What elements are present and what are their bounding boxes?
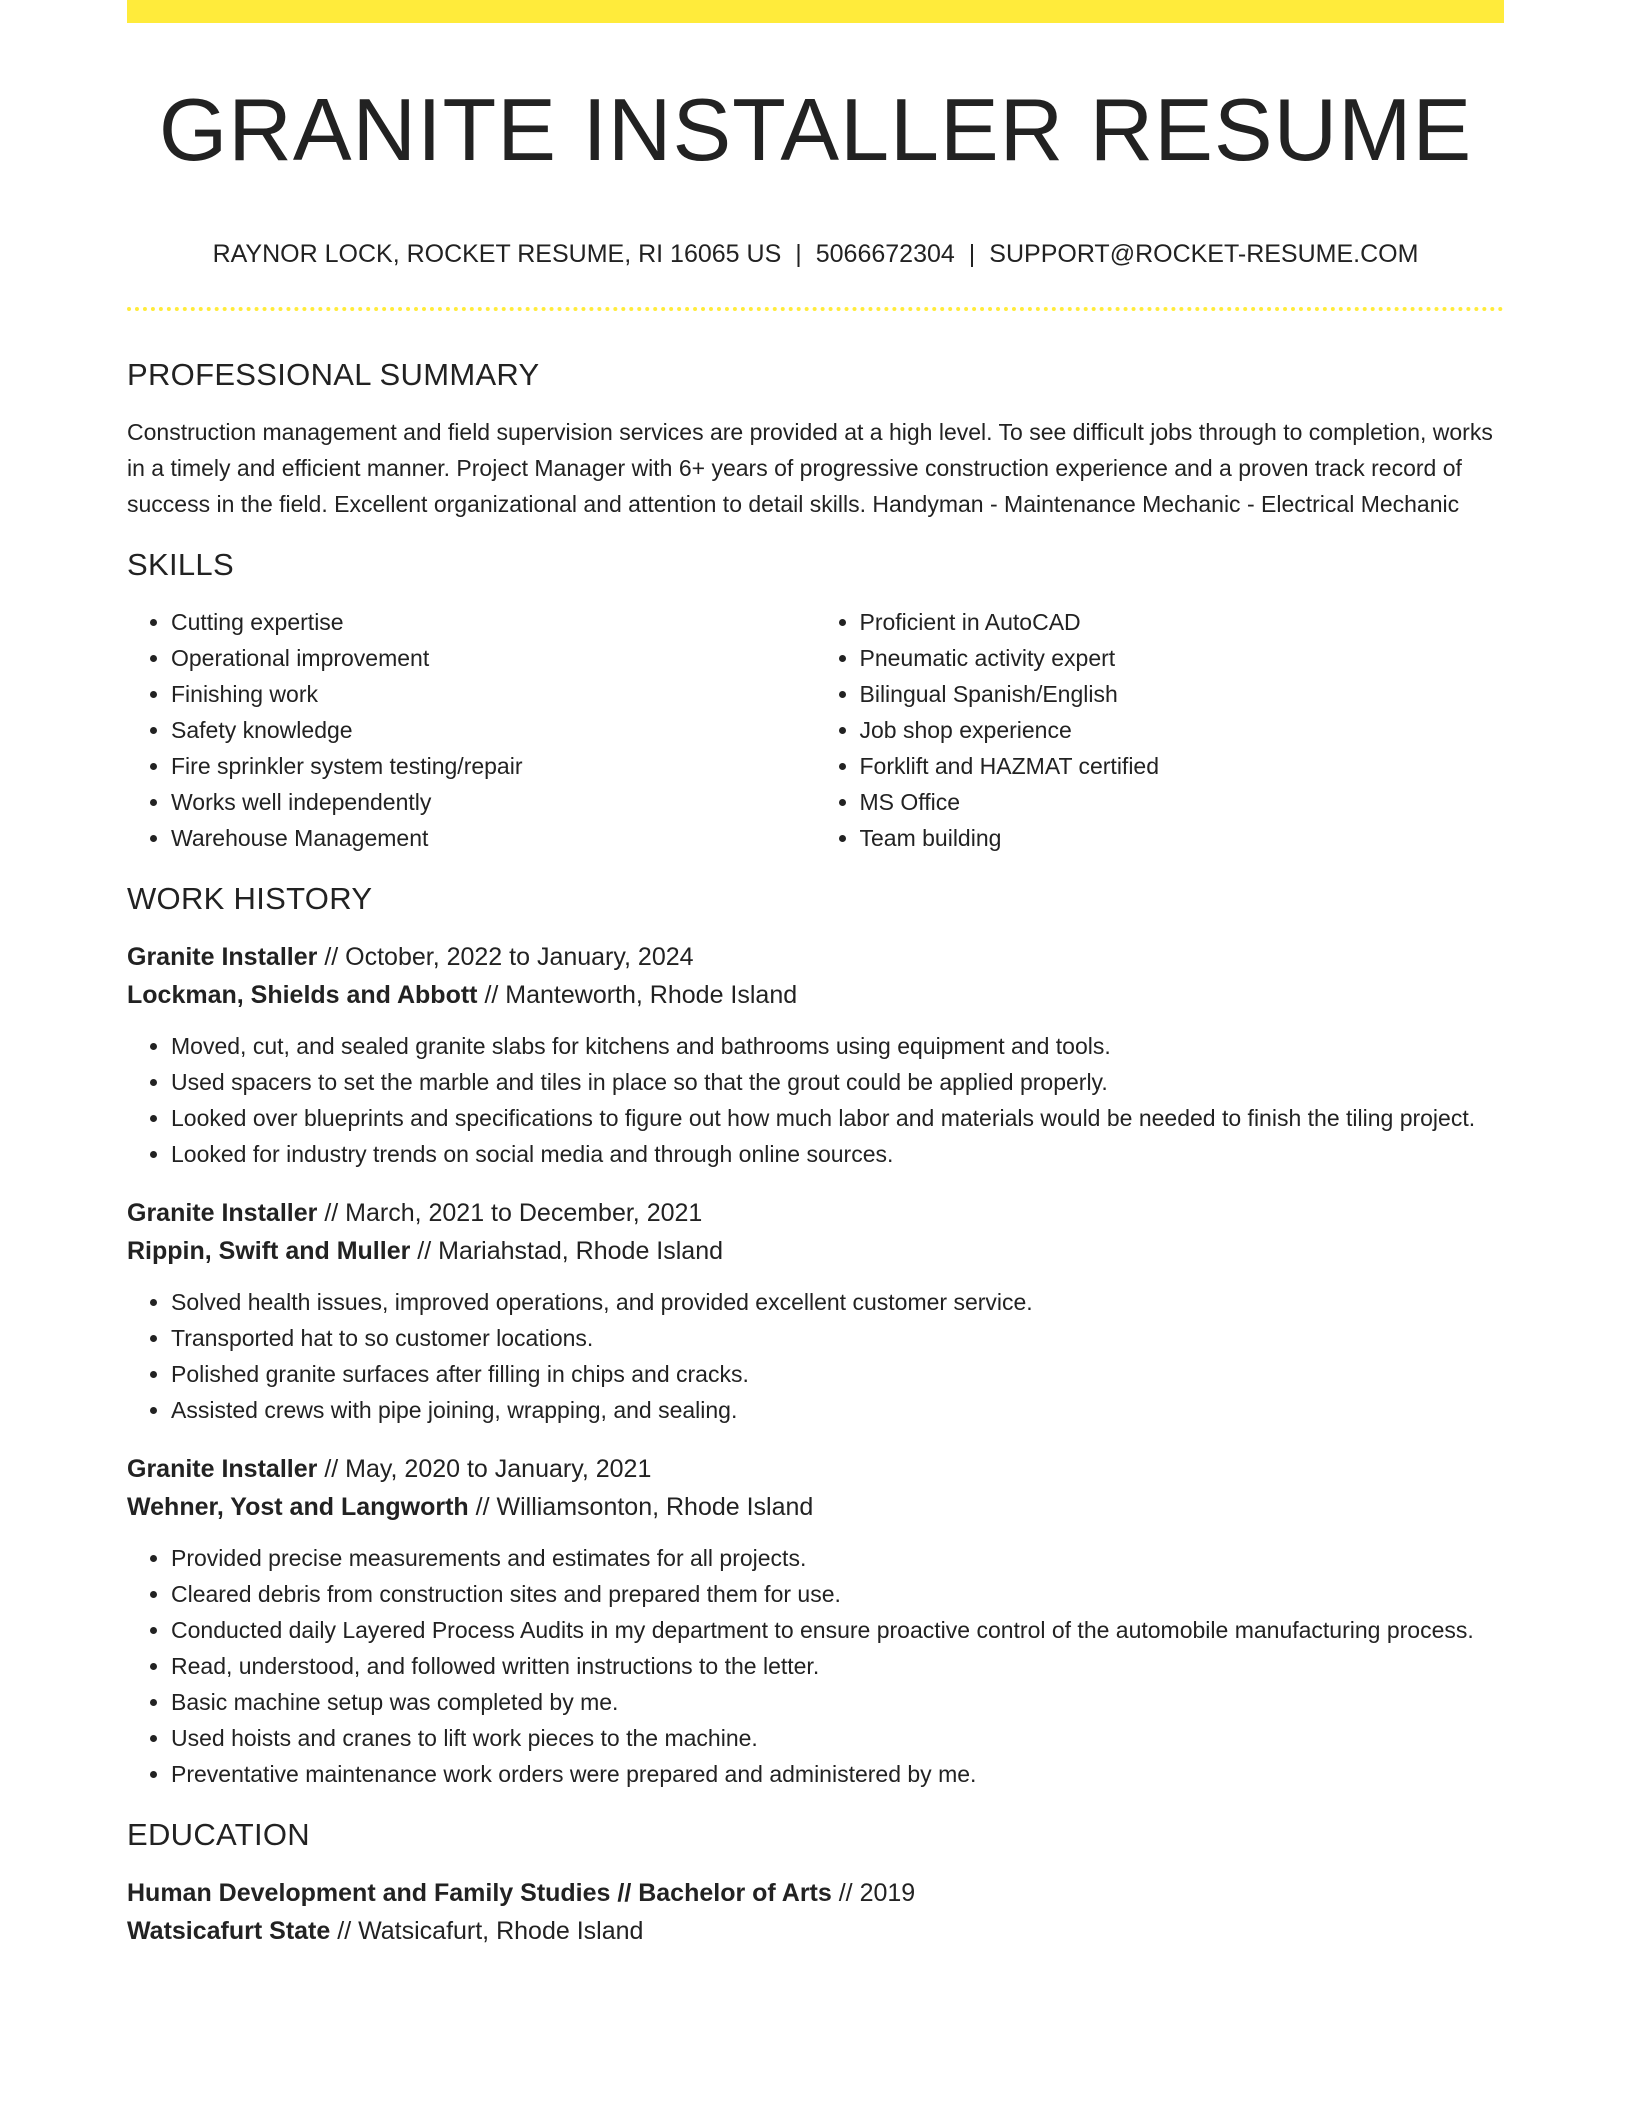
job-title-line [127, 938, 1504, 976]
section-heading-skills: SKILLS [127, 547, 234, 582]
skill-item: • Fire sprinkler system testing/repair [171, 748, 816, 784]
skills-list-right [816, 604, 1505, 856]
job-company-line [127, 1488, 1504, 1526]
education-degree-line [127, 1874, 1504, 1912]
education-degree: Human Development and Family Studies // Bachelor of Arts [127, 1879, 832, 1907]
job-bullet: • Moved, cut, and sealed granite slabs for kitchens and bathrooms using equipment and tools. [171, 1028, 1504, 1064]
skill-item: • Forklift and HAZMAT certified [860, 748, 1505, 784]
job-company: Lockman, Shields and Abbott [127, 981, 478, 1009]
education-year: // 2019 [838, 1879, 916, 1907]
job-company: Wehner, Yost and Langworth [127, 1493, 469, 1521]
skill-item: • Proficient in AutoCAD [860, 604, 1505, 640]
job-entry [127, 1194, 1504, 1428]
skill-item: • Works well independently [171, 784, 816, 820]
skills-section [127, 544, 1504, 856]
skill-item: • Bilingual Spanish/English [860, 676, 1505, 712]
contact-line [127, 236, 1504, 272]
job-bullet: • Looked for industry trends on social media and through online sources. [171, 1136, 1504, 1172]
contact-address: RAYNOR LOCK, ROCKET RESUME, RI 16065 US [212, 240, 782, 268]
contact-email: SUPPORT@ROCKET-RESUME.COM [989, 240, 1419, 268]
job-location: // Mariahstad, Rhode Island [417, 1237, 724, 1265]
job-title: Granite Installer [127, 1199, 318, 1227]
skill-item: • Warehouse Management [171, 820, 816, 856]
job-bullets [127, 1284, 1504, 1428]
skill-item: • MS Office [860, 784, 1505, 820]
skill-item: • Finishing work [171, 676, 816, 712]
section-heading-summary: PROFESSIONAL SUMMARY [127, 357, 540, 392]
skills-list-left [127, 604, 816, 856]
skill-item: • Team building [860, 820, 1505, 856]
skill-item: • Pneumatic activity expert [860, 640, 1505, 676]
summary-section [127, 354, 1504, 522]
dotted-divider [127, 307, 1504, 311]
job-location: // Manteworth, Rhode Island [484, 981, 798, 1009]
job-title-line [127, 1450, 1504, 1488]
job-bullet: • Used spacers to set the marble and tiles in place so that the grout could be applied properly. [171, 1064, 1504, 1100]
job-entry [127, 938, 1504, 1172]
skill-item: • Safety knowledge [171, 712, 816, 748]
section-heading-work-history: WORK HISTORY [127, 881, 373, 916]
job-title: Granite Installer [127, 1455, 318, 1483]
job-bullet: • Conducted daily Layered Process Audits in my department to ensure proactive control of the automobile manufacturing process. [171, 1612, 1504, 1648]
contact-separator: | [795, 240, 802, 268]
resume-content [127, 354, 1504, 1950]
job-title: Granite Installer [127, 943, 318, 971]
section-heading-education: EDUCATION [127, 1817, 310, 1852]
job-bullet: • Read, understood, and followed written instructions to the letter. [171, 1648, 1504, 1684]
job-bullet: • Provided precise measurements and estimates for all projects. [171, 1540, 1504, 1576]
skills-columns [127, 604, 1504, 856]
contact-separator: | [968, 240, 976, 268]
education-school: Watsicafurt State [127, 1917, 331, 1945]
skill-item: • Job shop experience [860, 712, 1505, 748]
job-bullet: • Looked over blueprints and specifications to figure out how much labor and materials would be needed to finish the tiling project. [171, 1100, 1504, 1136]
job-bullets [127, 1540, 1504, 1792]
education-section [127, 1814, 1504, 1950]
education-location: // Watsicafurt, Rhode Island [337, 1917, 644, 1945]
job-dates: // October, 2022 to January, 2024 [324, 943, 694, 971]
job-bullet: • Used hoists and cranes to lift work pieces to the machine. [171, 1720, 1504, 1756]
job-bullet: • Assisted crews with pipe joining, wrapping, and sealing. [171, 1392, 1504, 1428]
job-company-line [127, 1232, 1504, 1270]
contact-phone: 5066672304 [815, 240, 955, 268]
job-bullets [127, 1028, 1504, 1172]
job-company-line [127, 976, 1504, 1014]
skill-item: • Cutting expertise [171, 604, 816, 640]
education-school-line [127, 1912, 1504, 1950]
job-bullet: • Polished granite surfaces after filling in chips and cracks. [171, 1356, 1504, 1392]
skill-item: • Operational improvement [171, 640, 816, 676]
job-title-line [127, 1194, 1504, 1232]
job-bullet: • Basic machine setup was completed by me. [171, 1684, 1504, 1720]
job-dates: // March, 2021 to December, 2021 [324, 1199, 703, 1227]
job-bullet: • Transported hat to so customer locations. [171, 1320, 1504, 1356]
job-bullet: • Cleared debris from construction sites and prepared them for use. [171, 1576, 1504, 1612]
job-bullet: • Solved health issues, improved operations, and provided excellent customer service. [171, 1284, 1504, 1320]
job-dates: // May, 2020 to January, 2021 [324, 1455, 652, 1483]
job-company: Rippin, Swift and Muller [127, 1237, 411, 1265]
work-history-section [127, 878, 1504, 1792]
job-entry [127, 1450, 1504, 1792]
summary-text: Construction management and field supervision services are provided at a high level. To see difficult jobs through to completion, works in a timely and efficient manner. Project Manager with 6+ years of progressive construction experience and a proven track record of success in the field. Excellent organizational and attention to detail skills. Handyman - Maintenance Mechanic - Electrical Mechanic [127, 419, 1493, 517]
page-title: GRANITE INSTALLER RESUME [158, 80, 1473, 179]
job-bullet: • Preventative maintenance work orders were prepared and administered by me. [171, 1756, 1504, 1792]
accent-top-bar [127, 0, 1504, 23]
job-location: // Williamsonton, Rhode Island [475, 1493, 814, 1521]
